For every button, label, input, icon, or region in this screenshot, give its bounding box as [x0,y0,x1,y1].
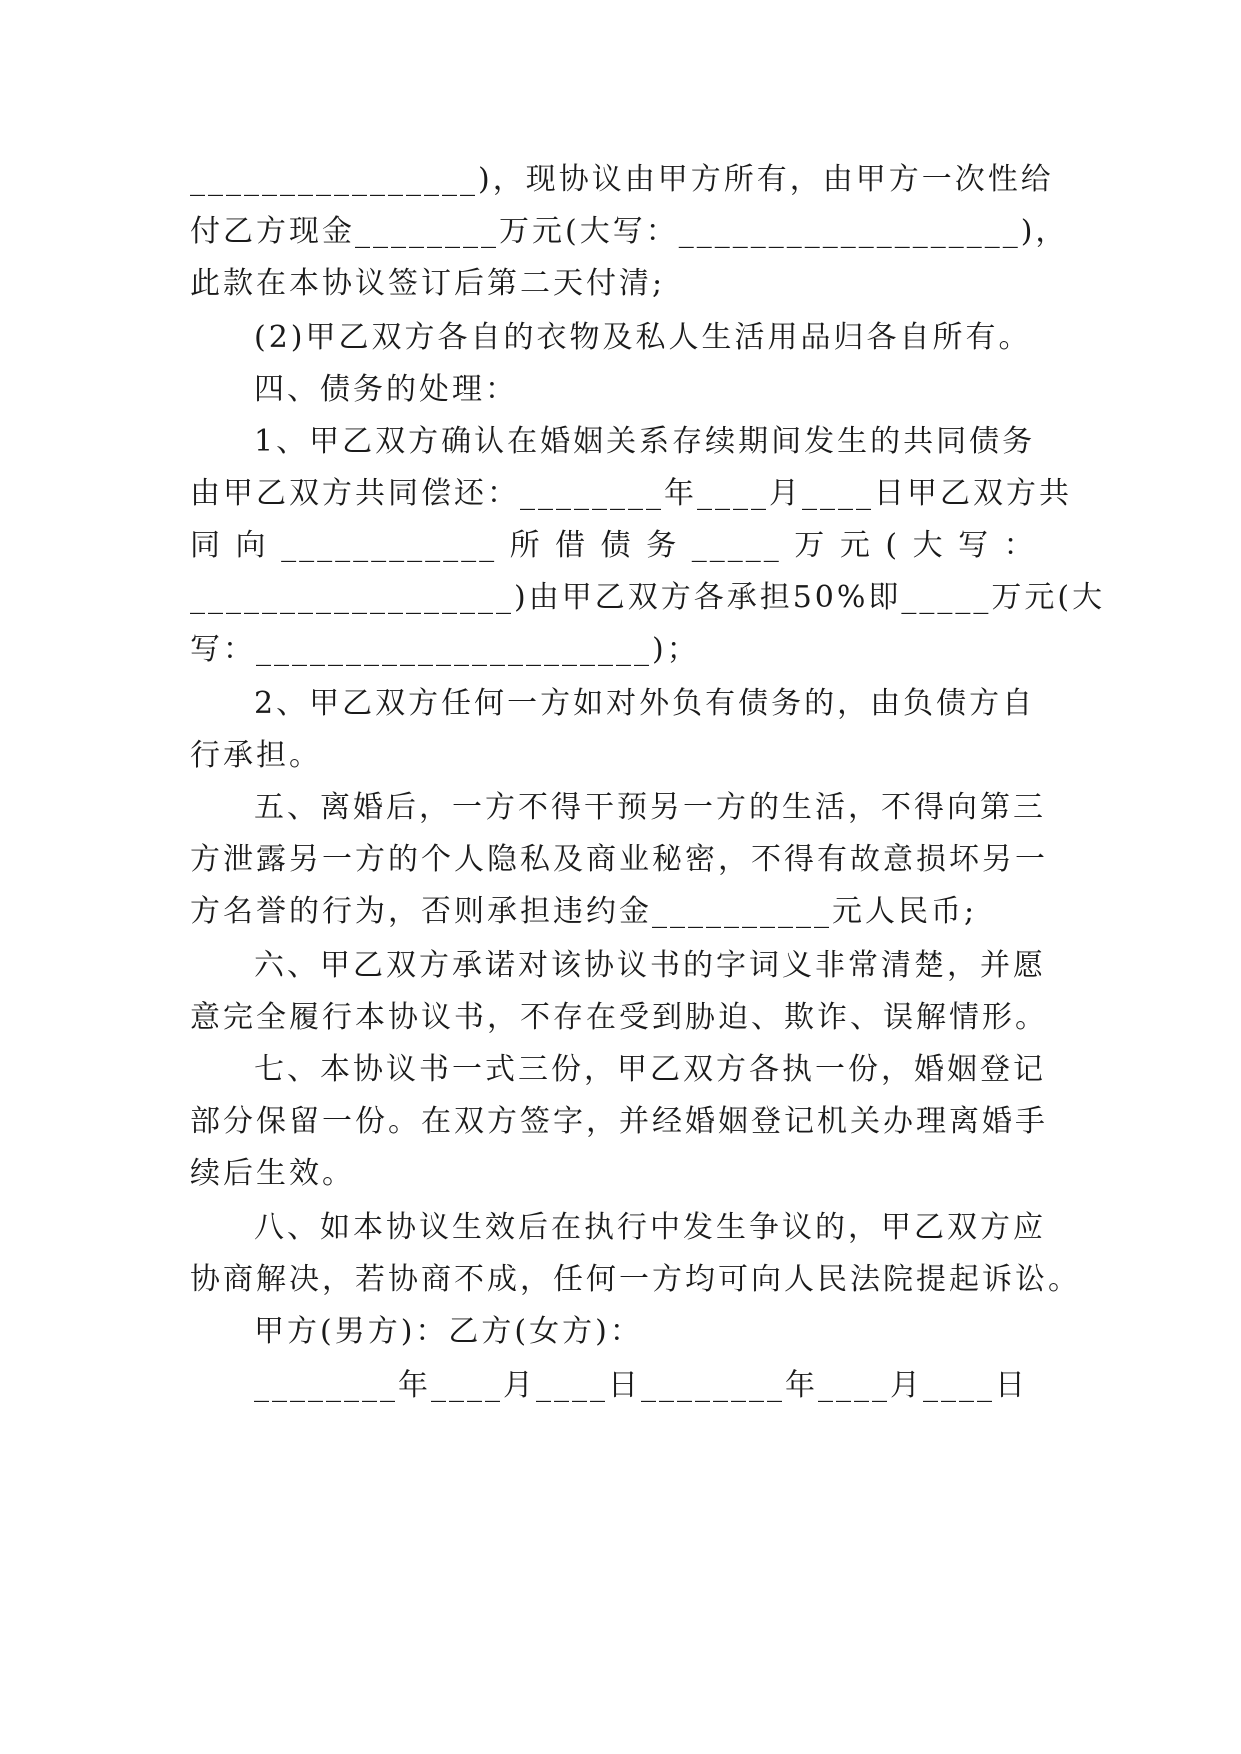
text-line: ________________)，现协议由甲方所有，由甲方一次性给 [190,162,1054,197]
text-line: 意完全履行本协议书，不存在受到胁迫、欺诈、误解情形。 [190,1000,1048,1035]
text-line: 八、如本协议生效后在执行中发生争议的，甲乙双方应 [254,1210,1046,1245]
text-line: 写：______________________)； [190,632,700,667]
signature-dates: ________年____月____日________年____月____日 [254,1368,1028,1403]
text-line: __________________)由甲乙双方各承担50%即_____万元(大 [190,580,1106,615]
text-line: 2、甲乙双方任何一方如对外负有债务的，由负债方自 [254,686,1036,721]
text-line: 五、离婚后，一方不得干预另一方的生活，不得向第三 [254,790,1046,825]
text-line: 方泄露另一方的个人隐私及商业秘密，不得有故意损坏另一 [190,842,1048,877]
text-line: 协商解决，若协商不成，任何一方均可向人民法院提起诉讼。 [190,1262,1081,1297]
text-line: 方名誉的行为，否则承担违约金__________元人民币; [190,894,978,929]
text-line: 七、本协议书一式三份，甲乙双方各执一份，婚姻登记 [254,1052,1046,1087]
text-line: 部分保留一份。在双方签字，并经婚姻登记机关办理离婚手 [190,1104,1048,1139]
text-line: 由甲乙双方共同偿还：________年____月____日甲乙双方共 [190,476,1072,511]
signature-labels: 甲方(男方)：乙方(女方)： [254,1314,643,1349]
text-line: 此款在本协议签订后第二天付清; [190,266,666,301]
text-line: 六、甲乙双方承诺对该协议书的字词义非常清楚，并愿 [254,948,1046,983]
text-line: 行承担。 [190,738,322,773]
text-line: 同 向 ____________ 所 借 债 务 _____ 万 元 ( 大 写 ： [190,528,1037,563]
text-line: (2)甲乙双方各自的衣物及私人生活用品归各自所有。 [254,320,1032,355]
text-line: 1、甲乙双方确认在婚姻关系存续期间发生的共同债务 [254,424,1036,459]
section-heading: 四、债务的处理： [254,372,518,407]
text-line: 付乙方现金________万元(大写：___________________)， [190,214,1069,249]
text-line: 续后生效。 [190,1156,355,1191]
